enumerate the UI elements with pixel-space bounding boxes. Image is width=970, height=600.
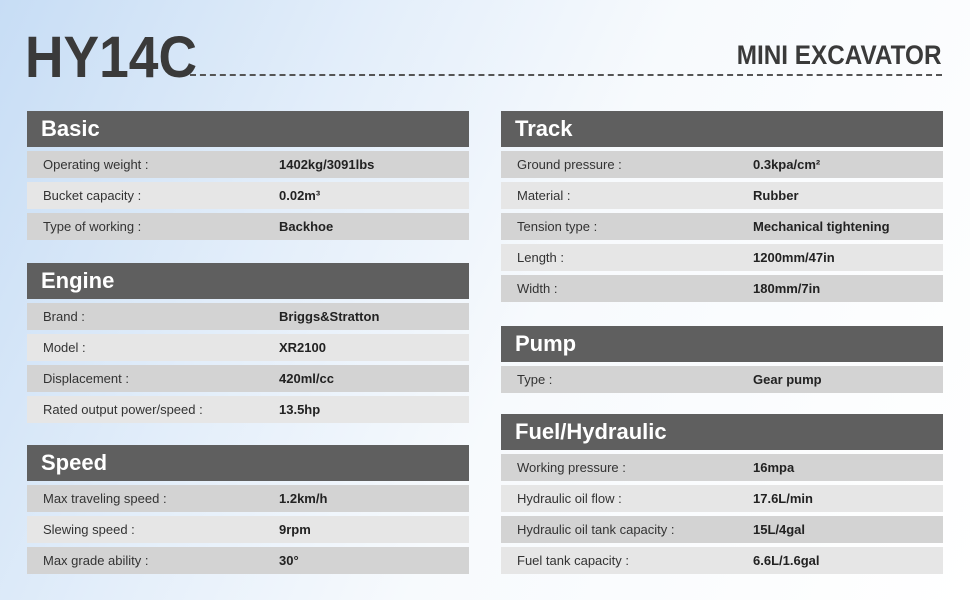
spec-value: Gear pump xyxy=(753,372,822,387)
section-pump xyxy=(501,326,943,397)
spec-row xyxy=(27,547,469,574)
spec-row xyxy=(501,213,943,240)
spec-row xyxy=(27,485,469,512)
spec-row xyxy=(27,396,469,423)
spec-value: 0.3kpa/cm² xyxy=(753,157,821,172)
spec-value: 1200mm/47in xyxy=(753,250,835,265)
spec-value: 13.5hp xyxy=(279,402,321,417)
spec-row xyxy=(27,303,469,330)
spec-label: Type : xyxy=(517,372,553,387)
spec-label: Model : xyxy=(43,340,86,355)
spec-row xyxy=(501,454,943,481)
spec-label: Brand : xyxy=(43,309,85,324)
section-title: Engine xyxy=(27,263,469,299)
spec-label: Operating weight : xyxy=(43,157,149,172)
section-title: Speed xyxy=(27,445,469,481)
spec-value: 16mpa xyxy=(753,460,795,475)
spec-label: Slewing speed : xyxy=(43,522,135,537)
section-engine xyxy=(27,263,469,427)
spec-label: Hydraulic oil tank capacity : xyxy=(517,522,675,537)
spec-row xyxy=(501,516,943,543)
spec-value: 17.6L/min xyxy=(753,491,813,506)
spec-value: 1.2km/h xyxy=(279,491,328,506)
header-divider xyxy=(190,74,942,76)
spec-label: Hydraulic oil flow : xyxy=(517,491,622,506)
spec-label: Length : xyxy=(517,250,564,265)
section-basic xyxy=(27,111,469,244)
spec-row xyxy=(501,366,943,393)
spec-value: 0.02m³ xyxy=(279,188,321,203)
spec-label: Fuel tank capacity : xyxy=(517,553,629,568)
spec-value: 420ml/cc xyxy=(279,371,334,386)
section-fuel-hydraulic xyxy=(501,414,943,578)
spec-value: Briggs&Stratton xyxy=(279,309,380,324)
spec-label: Rated output power/speed : xyxy=(43,402,203,417)
spec-value: 180mm/7in xyxy=(753,281,821,296)
spec-row xyxy=(501,547,943,574)
spec-row xyxy=(501,275,943,302)
spec-label: Ground pressure : xyxy=(517,157,622,172)
spec-label: Working pressure : xyxy=(517,460,626,475)
section-speed xyxy=(27,445,469,578)
section-track xyxy=(501,111,943,306)
spec-row xyxy=(27,516,469,543)
spec-value: Rubber xyxy=(753,188,799,203)
section-title: Pump xyxy=(501,326,943,362)
spec-label: Max grade ability : xyxy=(43,553,149,568)
spec-value: 6.6L/1.6gal xyxy=(753,553,820,568)
spec-value: 15L/4gal xyxy=(753,522,806,537)
spec-label: Type of working : xyxy=(43,219,142,234)
category-title: MINI EXCAVATOR xyxy=(737,40,942,70)
spec-row xyxy=(501,151,943,178)
spec-row xyxy=(27,365,469,392)
spec-row xyxy=(27,213,469,240)
spec-row xyxy=(501,244,943,271)
spec-label: Bucket capacity : xyxy=(43,188,142,203)
model-title: HY14C xyxy=(25,25,198,90)
spec-label: Max traveling speed : xyxy=(43,491,167,506)
spec-label: Width : xyxy=(517,281,558,296)
spec-value: Backhoe xyxy=(279,219,334,234)
spec-label: Material : xyxy=(517,188,571,203)
spec-row xyxy=(27,151,469,178)
spec-row xyxy=(501,485,943,512)
section-title: Fuel/Hydraulic xyxy=(501,414,943,450)
spec-row xyxy=(501,182,943,209)
spec-value: 1402kg/3091lbs xyxy=(279,157,375,172)
spec-label: Displacement : xyxy=(43,371,129,386)
spec-value: XR2100 xyxy=(279,340,326,355)
section-title: Track xyxy=(501,111,943,147)
spec-row xyxy=(27,334,469,361)
spec-row xyxy=(27,182,469,209)
spec-value: Mechanical tightening xyxy=(753,219,890,234)
spec-label: Tension type : xyxy=(517,219,598,234)
section-title: Basic xyxy=(27,111,469,147)
spec-value: 9rpm xyxy=(279,522,311,537)
spec-value: 30° xyxy=(279,553,299,568)
